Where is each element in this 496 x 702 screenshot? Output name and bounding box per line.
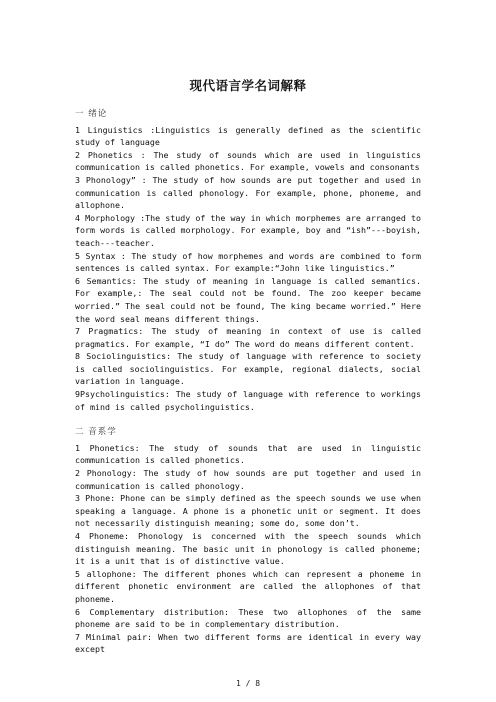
glossary-entry: 6 Semantics: The study of meaning in language is called semantics. For example,: The seal could not be found. The zoo keeper became worried.” The seal could not be found, The king became worried.” Here the word seal means different things. (75, 275, 421, 324)
glossary-entry: 3 Phonology” : The study of how sounds are put together and used in communication is called phonology. For example, phone, phoneme, and allophone. (75, 174, 421, 211)
page-indicator: 1 / 8 (235, 679, 261, 688)
glossary-entry: 8 Sociolinguistics: The study of language with reference to society is called sociolinguistics. For example, regional dialects, social variation in language. (75, 351, 421, 387)
glossary-entry: 5 Syntax : The study of how morphemes and words are combined to form sentences is called syntax. For example:“John like linguistics.” (75, 250, 421, 274)
glossary-entry: 9Psycholinguistics: The study of language with reference to workings of mind is called psycholinguistics. (75, 389, 421, 412)
glossary-entry: 3 Phone: Phone can be simply defined as the speech sounds we use when speaking a language. A phone is a phonetic unit or segment. It does not necessarily distinguish meaning; some do, some don’t. (75, 493, 421, 529)
glossary-entry: 1 Phonetics: The study of sounds that are used in linguistic communication is called phonetics. (75, 442, 421, 466)
page-title: 现代语言学名词解释 (189, 78, 307, 93)
glossary-entry: 4 Morphology :The study of the way in which morphemes are arranged to form words is called morphology. For example, boy and “ish”---boyish, teach---teacher. (75, 212, 421, 248)
glossary-entry: 1 Linguistics :Linguistics is generally defined as the scientific study of language (75, 124, 421, 148)
glossary-entry: 2 Phonology: The study of how sounds are put together and used in communication is called phonology. (75, 468, 421, 491)
section-heading: 一 绪论 (75, 109, 108, 119)
glossary-entry: 7 Minimal pair: When two different forms are identical in every way except (75, 631, 421, 655)
glossary-entry: 4 Phoneme: Phonology is concerned with the speech sounds which distinguish meaning. The basic unit in phonology is called phoneme; it is a unit that is of distinctive value. (75, 531, 421, 567)
section-heading: 二 音系学 (75, 427, 117, 438)
glossary-entry: 6 Complementary distribution: These two allophones of the same phoneme are said to be in complementary distribution. (75, 606, 421, 630)
document-body (75, 108, 421, 656)
glossary-entry: 5 allophone: The different phones which can represent a phoneme in different phonetic environment are called the allophones of that phoneme. (75, 568, 421, 604)
glossary-entry: 2 Phonetics : The study of sounds which are used in linguistics communication is called phonetics. For example, vowels and consonants (75, 149, 421, 173)
glossary-entry: 7 Pragmatics: The study of meaning in context of use is called pragmatics. For example, “I do” The word do means different content. (75, 326, 421, 349)
